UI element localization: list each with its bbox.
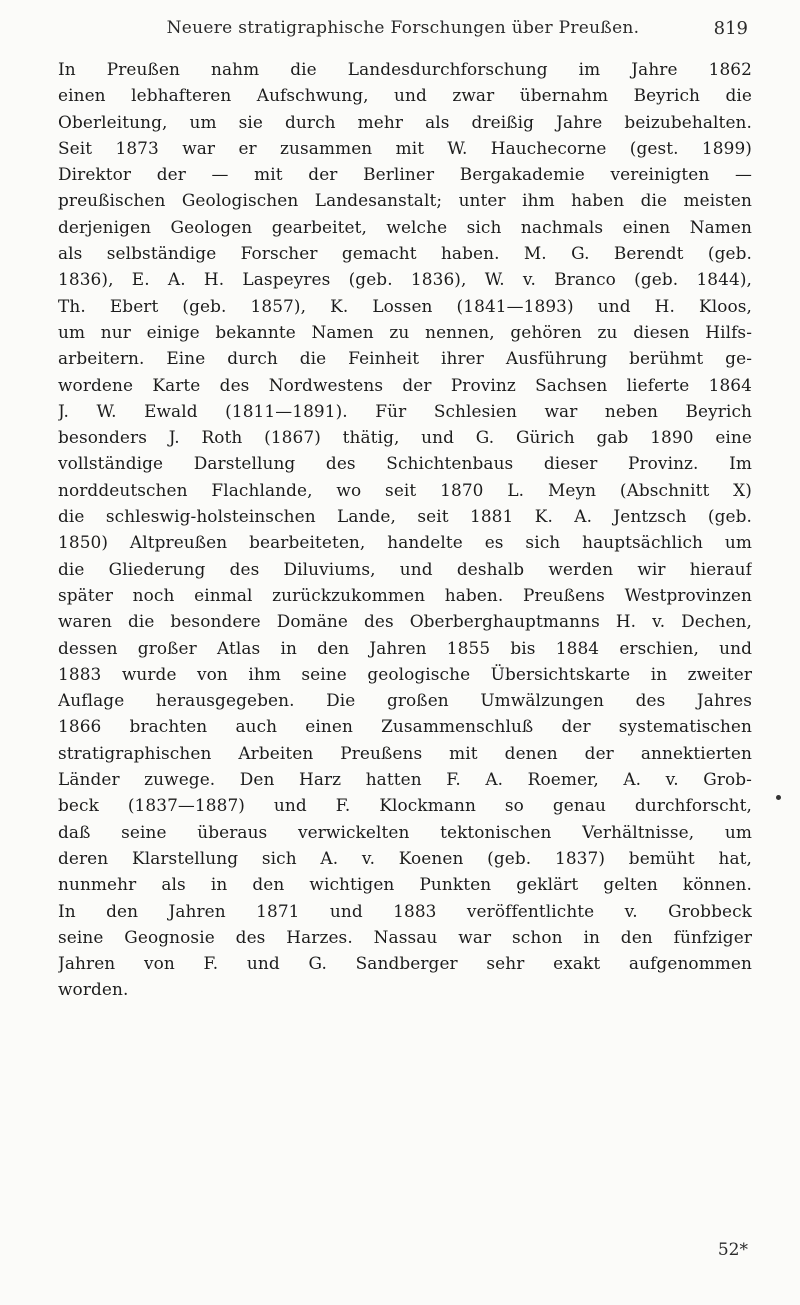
text-line: beck (1837—1887) und F. Klockmann so genau durchforscht,	[58, 795, 752, 816]
text-line: J. W. Ewald (1811—1891). Für Schlesien war neben Beyrich	[58, 400, 752, 421]
text-line: um nur einige bekannte Namen zu nennen, gehören zu diesen Hilfs-	[58, 321, 752, 342]
text-line: Direktor der — mit der Berliner Bergakademie vereinigten —	[58, 164, 752, 185]
text-line: waren die besondere Domäne des Oberberghauptmanns H. v. Dechen,	[58, 611, 752, 632]
text-line: Jahren von F. und G. Sandberger sehr exakt aufgenommen	[58, 953, 752, 974]
text-line: Auflage herausgegeben. Die großen Umwälzungen des Jahres	[58, 690, 752, 711]
text-line: In Preußen nahm die Landesdurchforschung im Jahre 1862	[58, 59, 752, 79]
text-line: stratigraphischen Arbeiten Preußens mit denen der annektierten	[58, 742, 752, 763]
margin-mark	[776, 795, 781, 800]
text-line: als selbständige Forscher gemacht haben. M. G. Berendt (geb.	[58, 243, 752, 264]
text-line: später noch einmal zurückzukommen haben. Preußens Westprovinzen	[58, 584, 752, 605]
text-line: die Gliederung des Diluviums, und deshalb werden wir hierauf	[58, 558, 752, 579]
text-line: besonders J. Roth (1867) thätig, und G. Gürich gab 1890 eine	[58, 427, 752, 448]
text-line: Seit 1873 war er zusammen mit W. Hauchecorne (gest. 1899)	[58, 137, 752, 158]
text-line: Th. Ebert (geb. 1857), K. Lossen (1841—1893) und H. Kloos,	[58, 295, 752, 316]
text-line: In den Jahren 1871 und 1883 veröffentlichte v. Grobbeck	[58, 900, 752, 921]
text-line: vollständige Darstellung des Schichtenbaus dieser Provinz. Im	[58, 453, 752, 474]
text-line: daß seine überaus verwickelten tektonischen Verhältnisse, um	[58, 821, 752, 842]
text-line: arbeitern. Eine durch die Feinheit ihrer Ausführung berühmt ge-	[58, 348, 752, 369]
text-line: einen lebhafteren Aufschwung, und zwar übernahm Beyrich die	[58, 85, 752, 106]
running-title: Neuere stratigraphische Forschungen über Preußen.	[166, 18, 640, 38]
text-line: derjenigen Geologen gearbeitet, welche sich nachmals einen Namen	[58, 216, 752, 237]
text-line: 1866 brachten auch einen Zusammenschluß der systematischen	[58, 716, 752, 737]
text-line: dessen großer Atlas in den Jahren 1855 bis 1884 erschien, und	[58, 637, 752, 658]
text-line: die schleswig-holsteinschen Lande, seit 1881 K. A. Jentzsch (geb.	[58, 506, 752, 527]
text-line: deren Klarstellung sich A. v. Koenen (geb. 1837) bemüht hat,	[58, 847, 752, 868]
text-line: 1850) Altpreußen bearbeiteten, handelte es sich hauptsächlich um	[58, 532, 752, 553]
text-line: 1836), E. A. H. Laspeyres (geb. 1836), W. v. Branco (geb. 1844),	[58, 269, 752, 290]
signature-mark: 52*	[717, 1240, 748, 1260]
text-line: worden.	[58, 979, 129, 1000]
text-line: nunmehr als in den wichtigen Punkten geklärt gelten können.	[58, 874, 752, 895]
page-number: 819	[713, 18, 748, 39]
text-line: norddeutschen Flachlande, wo seit 1870 L. Meyn (Abschnitt X)	[58, 479, 752, 500]
text-line: wordene Karte des Nordwestens der Provinz Sachsen lieferte 1864	[58, 374, 752, 395]
text-line: Länder zuwege. Den Harz hatten F. A. Roemer, A. v. Grob-	[58, 769, 752, 790]
text-line: seine Geognosie des Harzes. Nassau war schon in den fünfziger	[58, 926, 752, 947]
text-line: Oberleitung, um sie durch mehr als dreißig Jahre beizubehalten.	[58, 111, 752, 132]
text-line: 1883 wurde von ihm seine geologische Übersichtskarte in zweiter	[58, 663, 752, 684]
text-line: preußischen Geologischen Landesanstalt; unter ihm haben die meisten	[58, 190, 752, 211]
page-header	[58, 18, 748, 48]
body-text	[58, 56, 752, 1003]
